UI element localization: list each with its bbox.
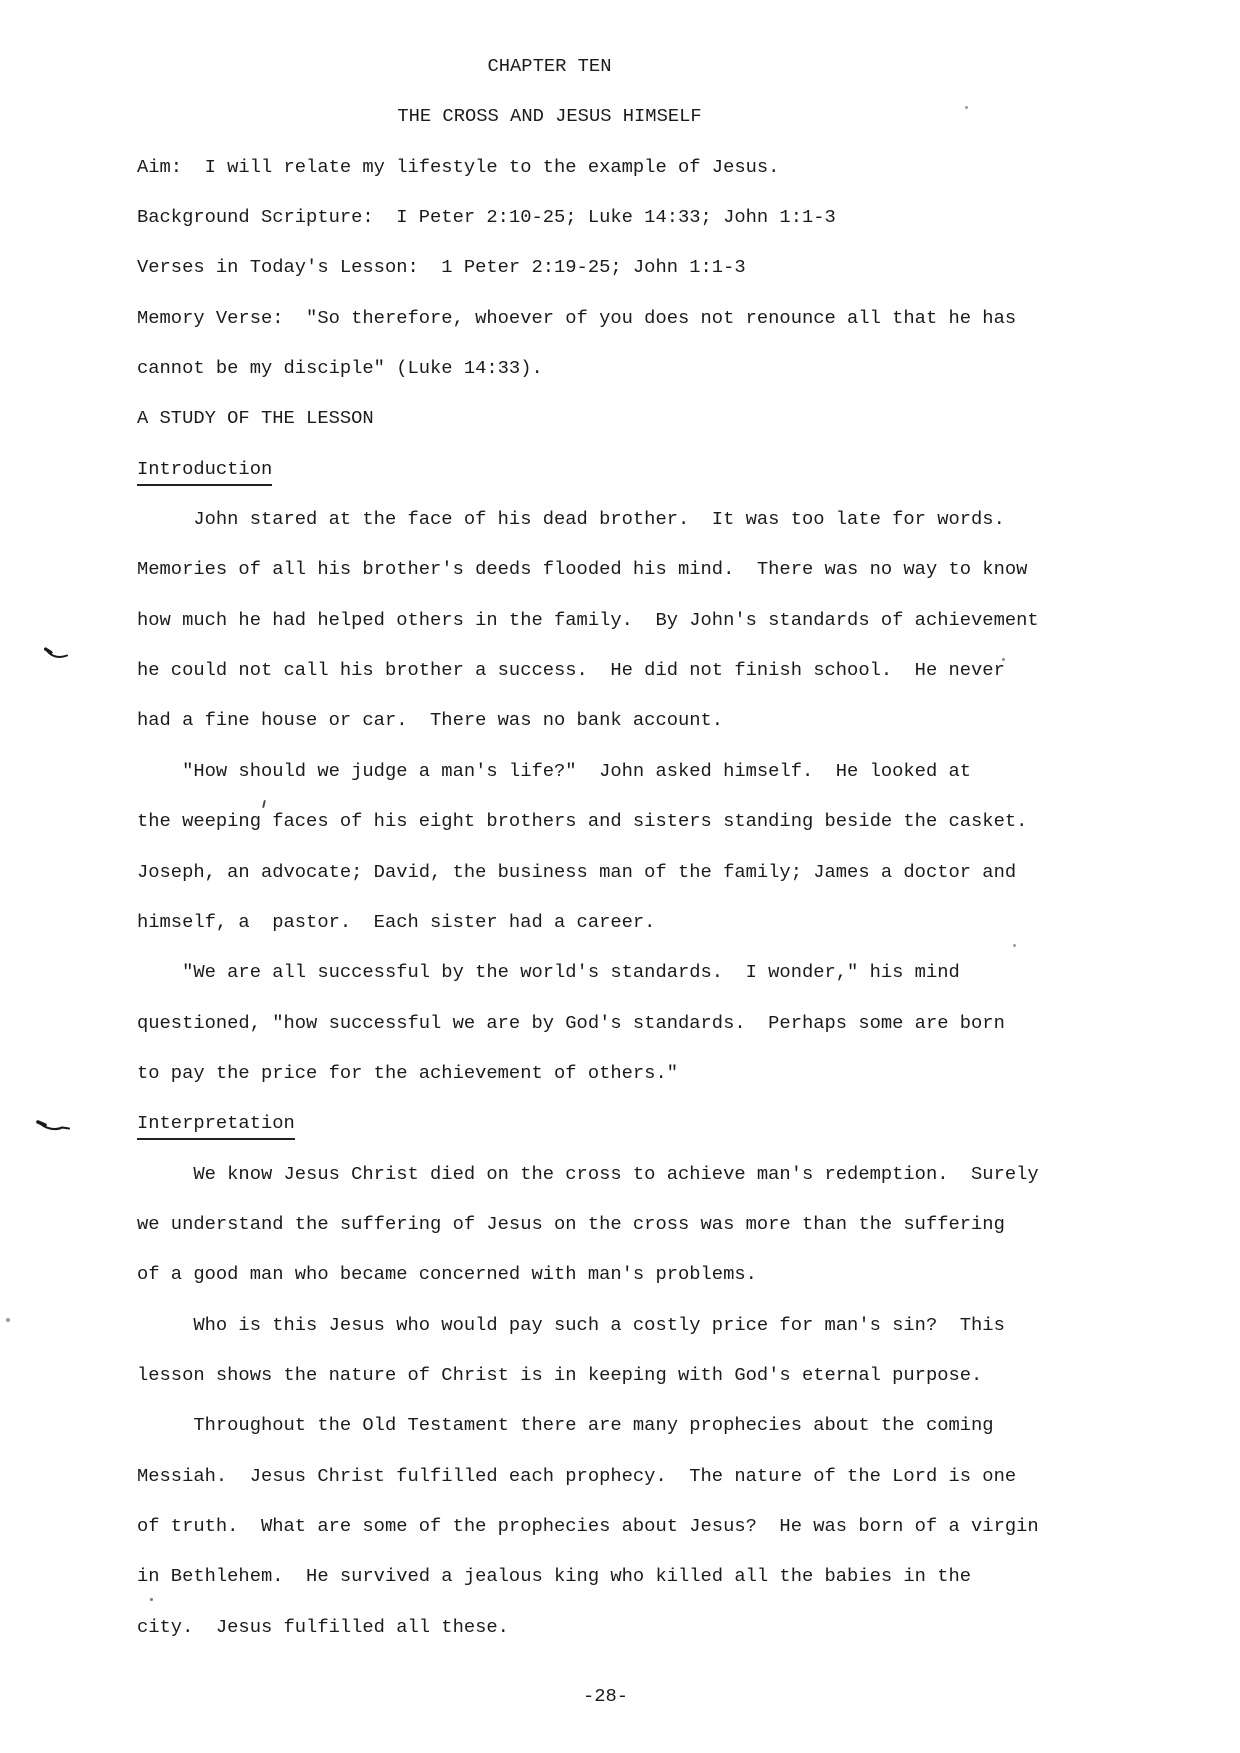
text-line: Messiah. Jesus Christ fulfilled each prophecy. The nature of the Lord is one (137, 1464, 1017, 1487)
text-line: "We are all successful by the world's standards. I wonder," his mind (137, 961, 960, 984)
text-line: "How should we judge a man's life?" John asked himself. He looked at (137, 759, 972, 782)
text-line: questioned, "how successful we are by God's standards. Perhaps some are born (137, 1011, 1005, 1034)
aim-line: Aim: I will relate my lifestyle to the example of Jesus. (137, 155, 780, 178)
text-line: in Bethlehem. He survived a jealous king who killed all the babies in the (137, 1565, 972, 1588)
text-line: had a fine house or car. There was no bank account. (137, 709, 724, 732)
verses-in-lesson-line: Verses in Today's Lesson: 1 Peter 2:19-25; John 1:1-3 (137, 256, 746, 279)
text-line: Who is this Jesus who would pay such a costly price for man's sin? This (137, 1313, 1005, 1336)
text-line: We know Jesus Christ died on the cross to achieve man's redemption. Surely (137, 1162, 1039, 1185)
text-line: of truth. What are some of the prophecies about Jesus? He was born of a virgin (137, 1514, 1039, 1537)
background-scripture-line: Background Scripture: I Peter 2:10-25; Luke 14:33; John 1:1-3 (137, 206, 836, 229)
section-heading-introduction: Introduction (137, 456, 272, 486)
page-number: -28- (582, 1685, 629, 1707)
memory-verse-line-2: cannot be my disciple" (Luke 14:33). (137, 357, 543, 380)
text-line: we understand the suffering of Jesus on the cross was more than the suffering (137, 1212, 1005, 1235)
memory-verse-line-1: Memory Verse: "So therefore, whoever of you does not renounce all that he has (137, 306, 1017, 329)
text-line: himself, a pastor. Each sister had a career. (137, 910, 656, 933)
section-heading-interpretation-row (137, 1098, 1042, 1148)
typed-text-column (137, 41, 1042, 1652)
text-line: how much he had helped others in the family. By John's standards of achievement (137, 608, 1039, 631)
pen-squiggle-icon (44, 645, 72, 663)
text-line: Memories of all his brother's deeds flooded his mind. There was no way to know (137, 558, 1028, 581)
text-line: John stared at the face of his dead brother. It was too late for words. (137, 508, 1005, 531)
study-heading: A STUDY OF THE LESSON (137, 407, 374, 430)
text-line: lesson shows the nature of Christ is in keeping with God's eternal purpose. (137, 1363, 983, 1386)
text-line: city. Jesus fulfilled all these. (137, 1615, 509, 1638)
text-line: he could not call his brother a success. He did not finish school. He never (137, 659, 1005, 682)
text-line: the weeping faces of his eight brothers and sisters standing beside the casket. (137, 810, 1028, 833)
text-line: Throughout the Old Testament there are many prophecies about the coming (137, 1414, 994, 1437)
section-heading-interpretation: Interpretation (137, 1110, 295, 1140)
scan-speck (6, 1318, 10, 1322)
text-line: Joseph, an advocate; David, the business man of the family; James a doctor and (137, 860, 1017, 883)
pen-squiggle-icon (36, 1116, 72, 1136)
text-line: of a good man who became concerned with man's problems. (137, 1263, 757, 1286)
section-heading-introduction-row (137, 444, 1042, 494)
lesson-title: THE CROSS AND JESUS HIMSELF (397, 105, 702, 128)
text-line: to pay the price for the achievement of others." (137, 1061, 678, 1084)
chapter-heading: CHAPTER TEN (487, 55, 612, 77)
